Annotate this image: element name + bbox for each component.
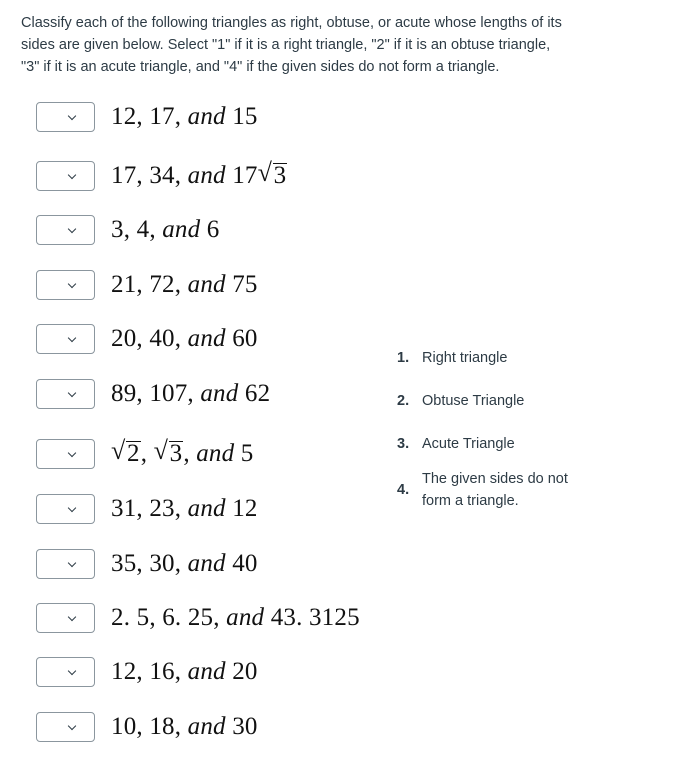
triangle-row-1 <box>36 100 258 134</box>
answer-dropdown-12[interactable] <box>36 712 95 742</box>
side-lengths-1: 12, 17, and 15 <box>111 103 258 130</box>
answer-choice-2 <box>397 390 657 412</box>
answer-dropdown-11[interactable] <box>36 657 95 687</box>
choice-number: 4. <box>397 482 410 498</box>
side-lengths-11: 12, 16, and 20 <box>111 658 258 685</box>
side-lengths-2: 17, 34, and 17 √ 3 <box>111 158 287 189</box>
chevron-down-icon <box>68 280 76 288</box>
sqrt-symbol: √ 2 <box>111 436 140 467</box>
answer-dropdown-4[interactable] <box>36 270 95 300</box>
answer-dropdown-9[interactable] <box>36 549 95 579</box>
choice-label: The given sides do not form a triangle. <box>422 471 568 509</box>
side-lengths-6: 89, 107, and 62 <box>111 380 271 407</box>
triangle-row-5 <box>36 322 258 356</box>
chevron-down-icon <box>68 389 76 397</box>
chevron-down-icon <box>68 112 76 120</box>
answer-dropdown-7[interactable] <box>36 439 95 469</box>
chevron-down-icon <box>68 722 76 730</box>
side-lengths-4: 21, 72, and 75 <box>111 271 258 298</box>
chevron-down-icon <box>68 504 76 512</box>
side-lengths-10: 2. 5, 6. 25, and 43. 3125 <box>111 604 360 631</box>
triangle-row-3 <box>36 213 219 247</box>
side-lengths-7: √ 2, √ 3, and 5 <box>111 436 254 467</box>
answer-choice-1 <box>397 347 657 369</box>
chevron-down-icon <box>68 559 76 567</box>
answer-dropdown-1[interactable] <box>36 102 95 132</box>
answer-dropdown-5[interactable] <box>36 324 95 354</box>
triangle-row-4 <box>36 268 258 302</box>
choice-label: Obtuse Triangle <box>422 393 525 409</box>
chevron-down-icon <box>68 449 76 457</box>
choice-number: 2. <box>397 393 410 409</box>
triangle-row-10 <box>36 601 360 635</box>
side-lengths-9: 35, 30, and 40 <box>111 550 258 577</box>
triangle-row-11 <box>36 655 258 689</box>
side-lengths-8: 31, 23, and 12 <box>111 495 258 522</box>
chevron-down-icon <box>68 171 76 179</box>
chevron-down-icon <box>68 334 76 342</box>
sqrt-symbol: √ 3 <box>257 158 287 189</box>
answer-dropdown-6[interactable] <box>36 379 95 409</box>
side-lengths-5: 20, 40, and 60 <box>111 325 258 352</box>
triangle-row-12 <box>36 710 258 744</box>
triangle-row-6 <box>36 377 270 411</box>
question-line-3: "3" if it is an acute triangle, and "4" if the given sides do not form a triangle. <box>21 59 500 75</box>
answer-choice-4 <box>397 468 657 512</box>
choice-number: 3. <box>397 436 410 452</box>
answer-dropdown-3[interactable] <box>36 215 95 245</box>
answer-choice-3 <box>397 433 657 455</box>
answer-dropdown-2[interactable] <box>36 161 95 191</box>
answer-dropdown-10[interactable] <box>36 603 95 633</box>
chevron-down-icon <box>68 613 76 621</box>
chevron-down-icon <box>68 225 76 233</box>
chevron-down-icon <box>68 667 76 675</box>
triangle-rows <box>36 0 396 771</box>
side-lengths-12: 10, 18, and 30 <box>111 713 258 740</box>
triangle-row-7 <box>36 437 253 471</box>
choice-label: Acute Triangle <box>422 436 515 452</box>
question-line-1: Classify each of the following triangles as right, obtuse, or acute whose lengths of its <box>21 15 562 31</box>
triangle-row-8 <box>36 492 258 526</box>
choice-number: 1. <box>397 350 410 366</box>
triangle-row-2 <box>36 159 287 193</box>
answer-dropdown-8[interactable] <box>36 494 95 524</box>
choice-label: Right triangle <box>422 350 508 366</box>
sqrt-symbol: √ 3 <box>153 436 183 467</box>
side-lengths-3: 3, 4, and 6 <box>111 216 220 243</box>
question-line-2: sides are given below. Select "1" if it is a right triangle, "2" if it is an obtuse triangle, <box>21 37 551 53</box>
triangle-row-9 <box>36 547 258 581</box>
